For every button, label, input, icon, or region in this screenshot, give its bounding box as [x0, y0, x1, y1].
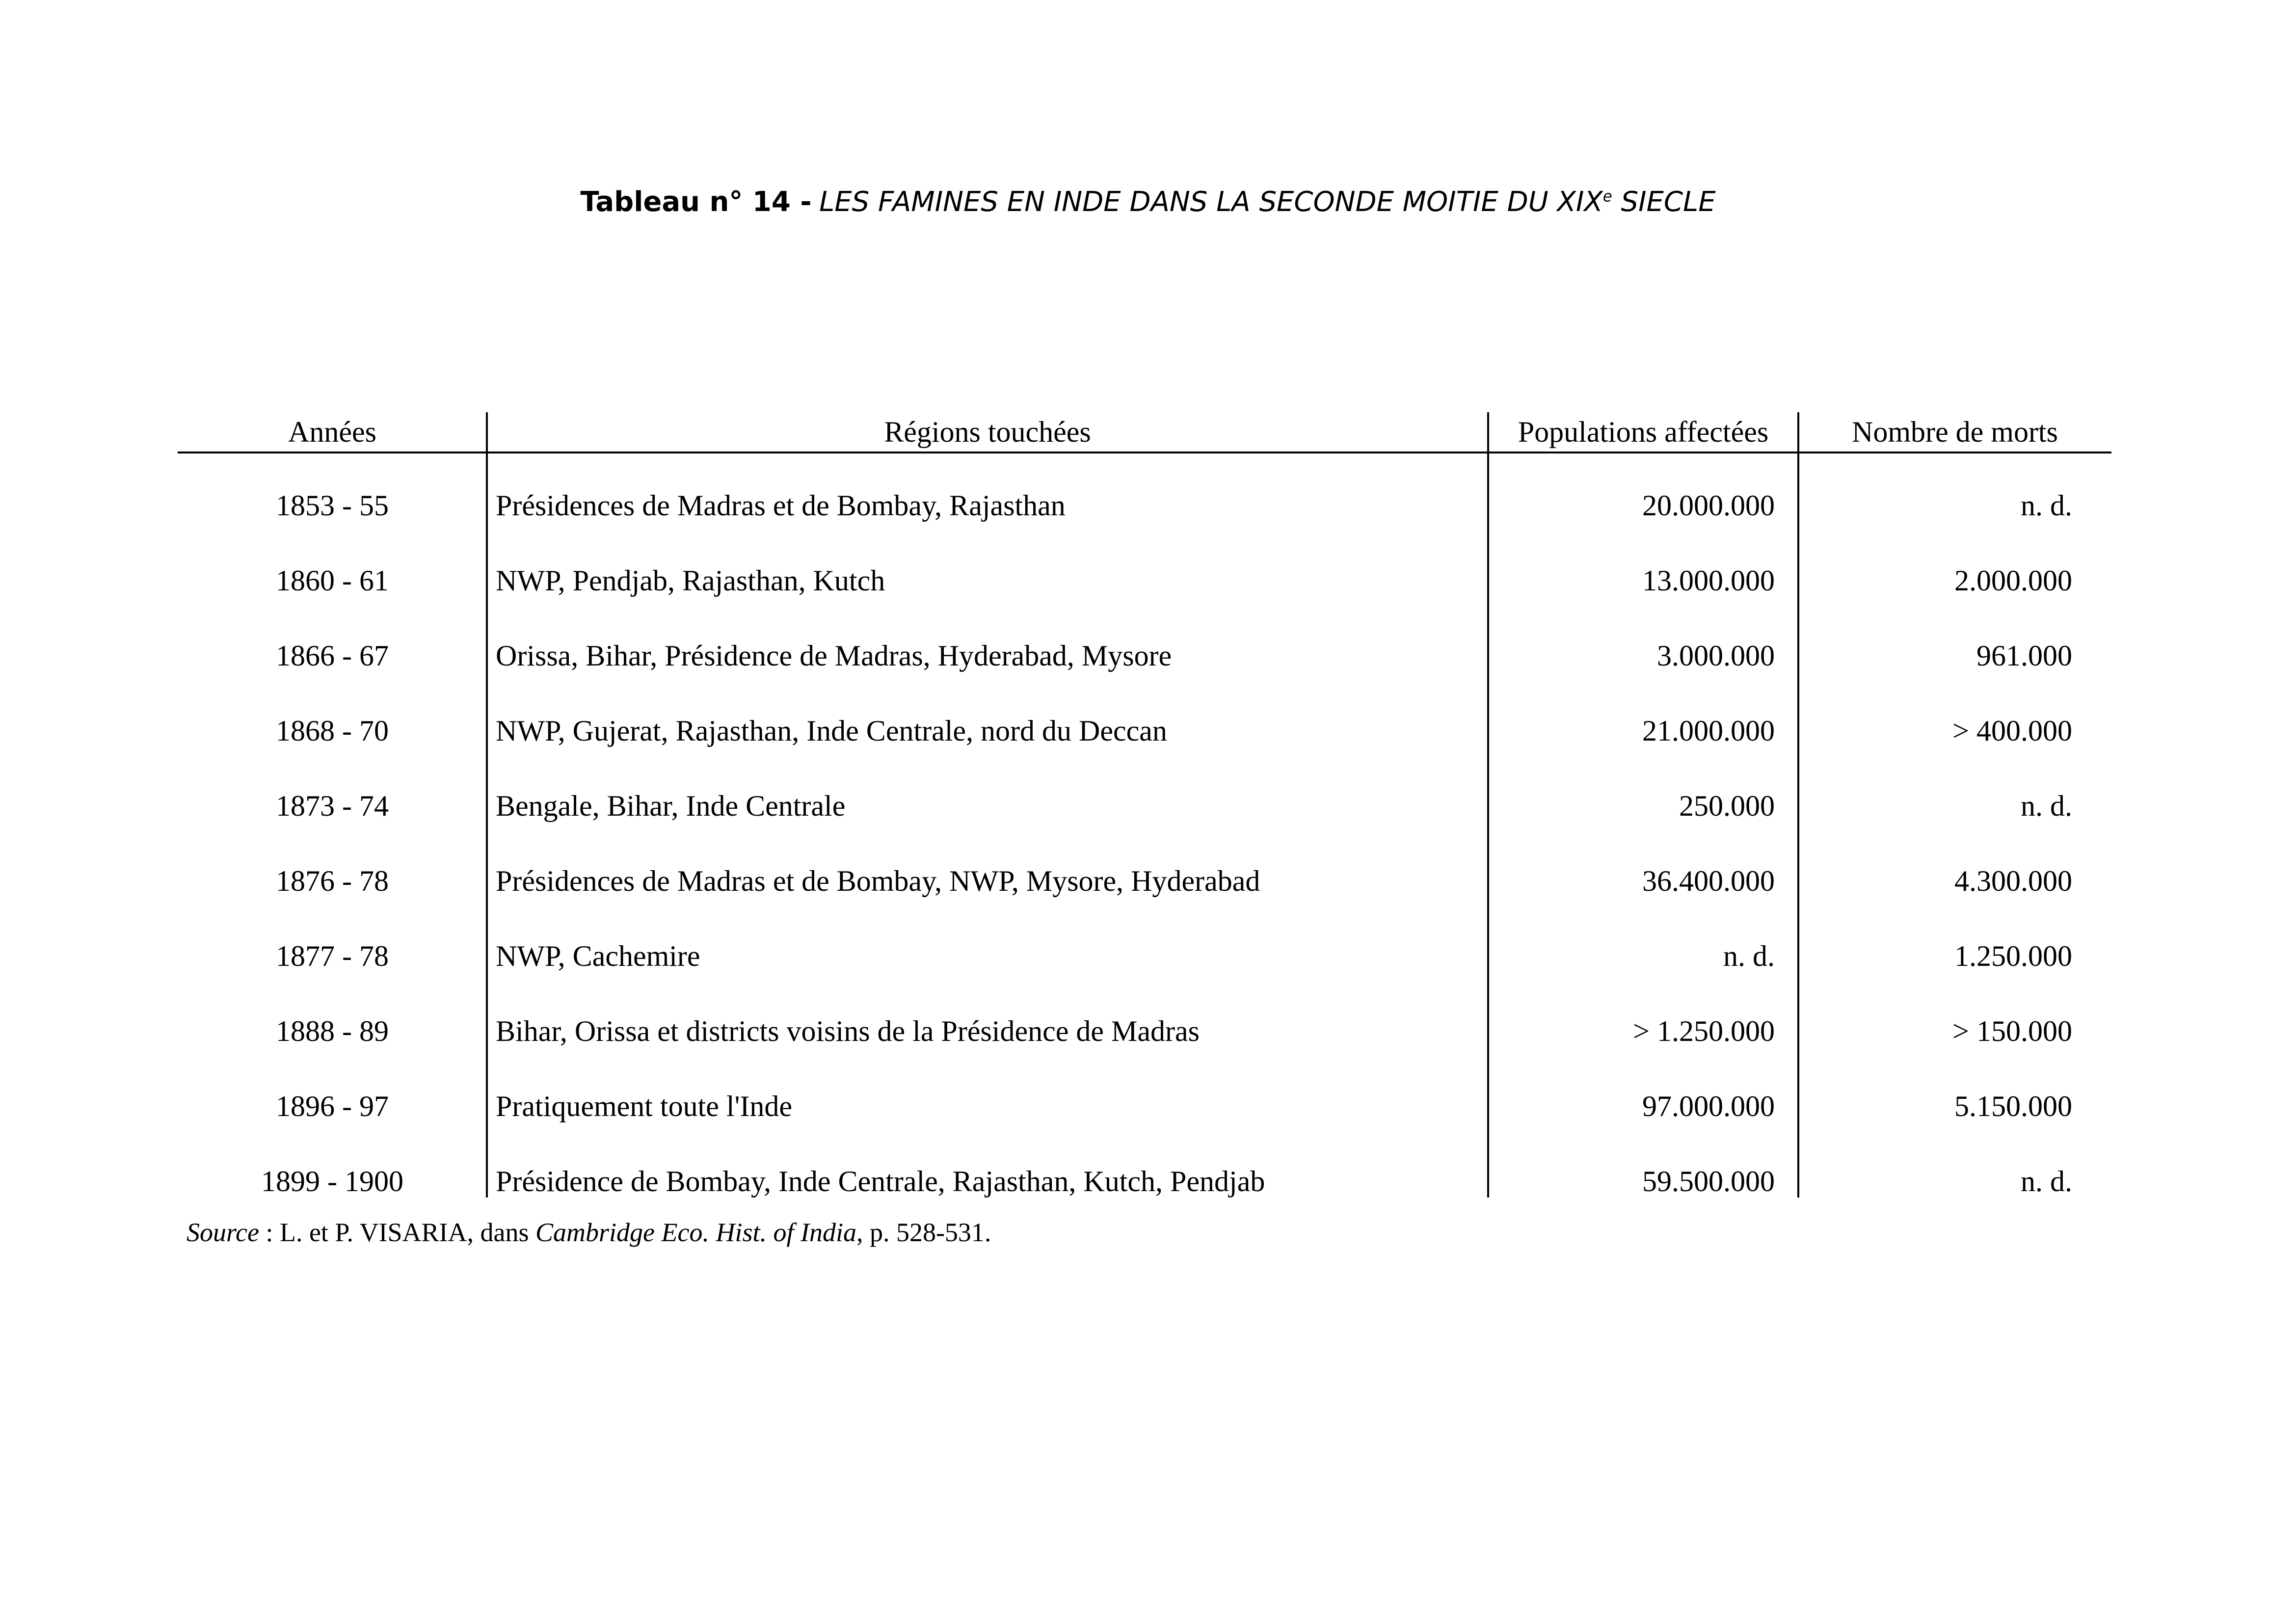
- table-row: [178, 786, 2111, 861]
- header-rule: [178, 452, 2111, 453]
- header-population: Populations affectées: [1518, 416, 1769, 448]
- cell-years: 1888 - 89: [276, 1015, 389, 1047]
- cell-years: 1868 - 70: [276, 715, 389, 747]
- header-regions: Régions touchées: [884, 416, 1091, 448]
- cell-population: 250.000: [1679, 790, 1775, 822]
- source-pages: , p. 528-531.: [856, 1218, 991, 1247]
- cell-regions: NWP, Pendjab, Rajasthan, Kutch: [496, 564, 885, 597]
- cell-population: 59.500.000: [1642, 1165, 1775, 1197]
- table-title: [0, 184, 2296, 219]
- cell-years: 1876 - 78: [276, 865, 389, 897]
- cell-years: 1860 - 61: [276, 564, 389, 597]
- cell-deaths: 1.250.000: [1954, 940, 2072, 972]
- cell-population: 97.000.000: [1642, 1090, 1775, 1122]
- source-authors: : L. et P. VISARIA, dans: [259, 1218, 535, 1247]
- famine-table: [178, 412, 2111, 1197]
- cell-population: > 1.250.000: [1633, 1015, 1775, 1047]
- cell-deaths: 2.000.000: [1954, 564, 2072, 597]
- source-note: [187, 1217, 991, 1248]
- cell-deaths: n. d.: [2021, 1165, 2072, 1197]
- cell-regions: NWP, Cachemire: [496, 940, 700, 972]
- cell-years: 1896 - 97: [276, 1090, 389, 1122]
- cell-regions: Présidences de Madras et de Bombay, NWP, Mysore, Hyderabad: [496, 865, 1260, 897]
- cell-deaths: 4.300.000: [1954, 865, 2072, 897]
- cell-regions: Présidences de Madras et de Bombay, Rajasthan: [496, 489, 1066, 522]
- cell-years: 1873 - 74: [276, 790, 389, 822]
- cell-population: 13.000.000: [1642, 564, 1775, 597]
- cell-years: 1866 - 67: [276, 639, 389, 672]
- cell-regions: NWP, Gujerat, Rajasthan, Inde Centrale, nord du Deccan: [496, 715, 1167, 747]
- source-work: Cambridge Eco. Hist. of India: [535, 1218, 856, 1247]
- cell-population: n. d.: [1723, 940, 1775, 972]
- cell-deaths: n. d.: [2021, 790, 2072, 822]
- cell-regions: Pratiquement toute l'Inde: [496, 1090, 792, 1122]
- cell-deaths: 5.150.000: [1954, 1090, 2072, 1122]
- cell-population: 21.000.000: [1642, 715, 1775, 747]
- source-label: Source: [187, 1218, 259, 1247]
- cell-deaths: n. d.: [2021, 489, 2072, 522]
- cell-years: 1877 - 78: [276, 940, 389, 972]
- cell-deaths: > 150.000: [1952, 1015, 2072, 1047]
- cell-regions: Orissa, Bihar, Présidence de Madras, Hyderabad, Mysore: [496, 639, 1172, 672]
- table-title-text: LES FAMINES EN INDE DANS LA SECONDE MOITIE DU XIXe SIECLE: [819, 186, 1716, 218]
- header-years: Années: [288, 416, 376, 448]
- cell-regions: Présidence de Bombay, Inde Centrale, Rajasthan, Kutch, Pendjab: [496, 1165, 1265, 1197]
- table-row: [178, 561, 2111, 636]
- cell-deaths: 961.000: [1976, 639, 2072, 672]
- table-row: [178, 636, 2111, 711]
- table-row: [178, 861, 2111, 936]
- table-row: [178, 711, 2111, 786]
- cell-years: 1853 - 55: [276, 489, 389, 522]
- table-row: [178, 1087, 2111, 1162]
- cell-population: 20.000.000: [1642, 489, 1775, 522]
- table-row: [178, 936, 2111, 1011]
- cell-years: 1899 - 1900: [261, 1165, 403, 1197]
- table-number: Tableau n° 14 -: [580, 186, 812, 218]
- cell-population: 3.000.000: [1657, 639, 1775, 672]
- cell-population: 36.400.000: [1642, 865, 1775, 897]
- table-row: [178, 486, 2111, 561]
- cell-regions: Bihar, Orissa et districts voisins de la Présidence de Madras: [496, 1015, 1200, 1047]
- cell-deaths: > 400.000: [1952, 715, 2072, 747]
- cell-regions: Bengale, Bihar, Inde Centrale: [496, 790, 846, 822]
- century-superscript: e: [1602, 187, 1612, 206]
- header-deaths: Nombre de morts: [1852, 416, 2058, 448]
- table-row: [178, 1011, 2111, 1087]
